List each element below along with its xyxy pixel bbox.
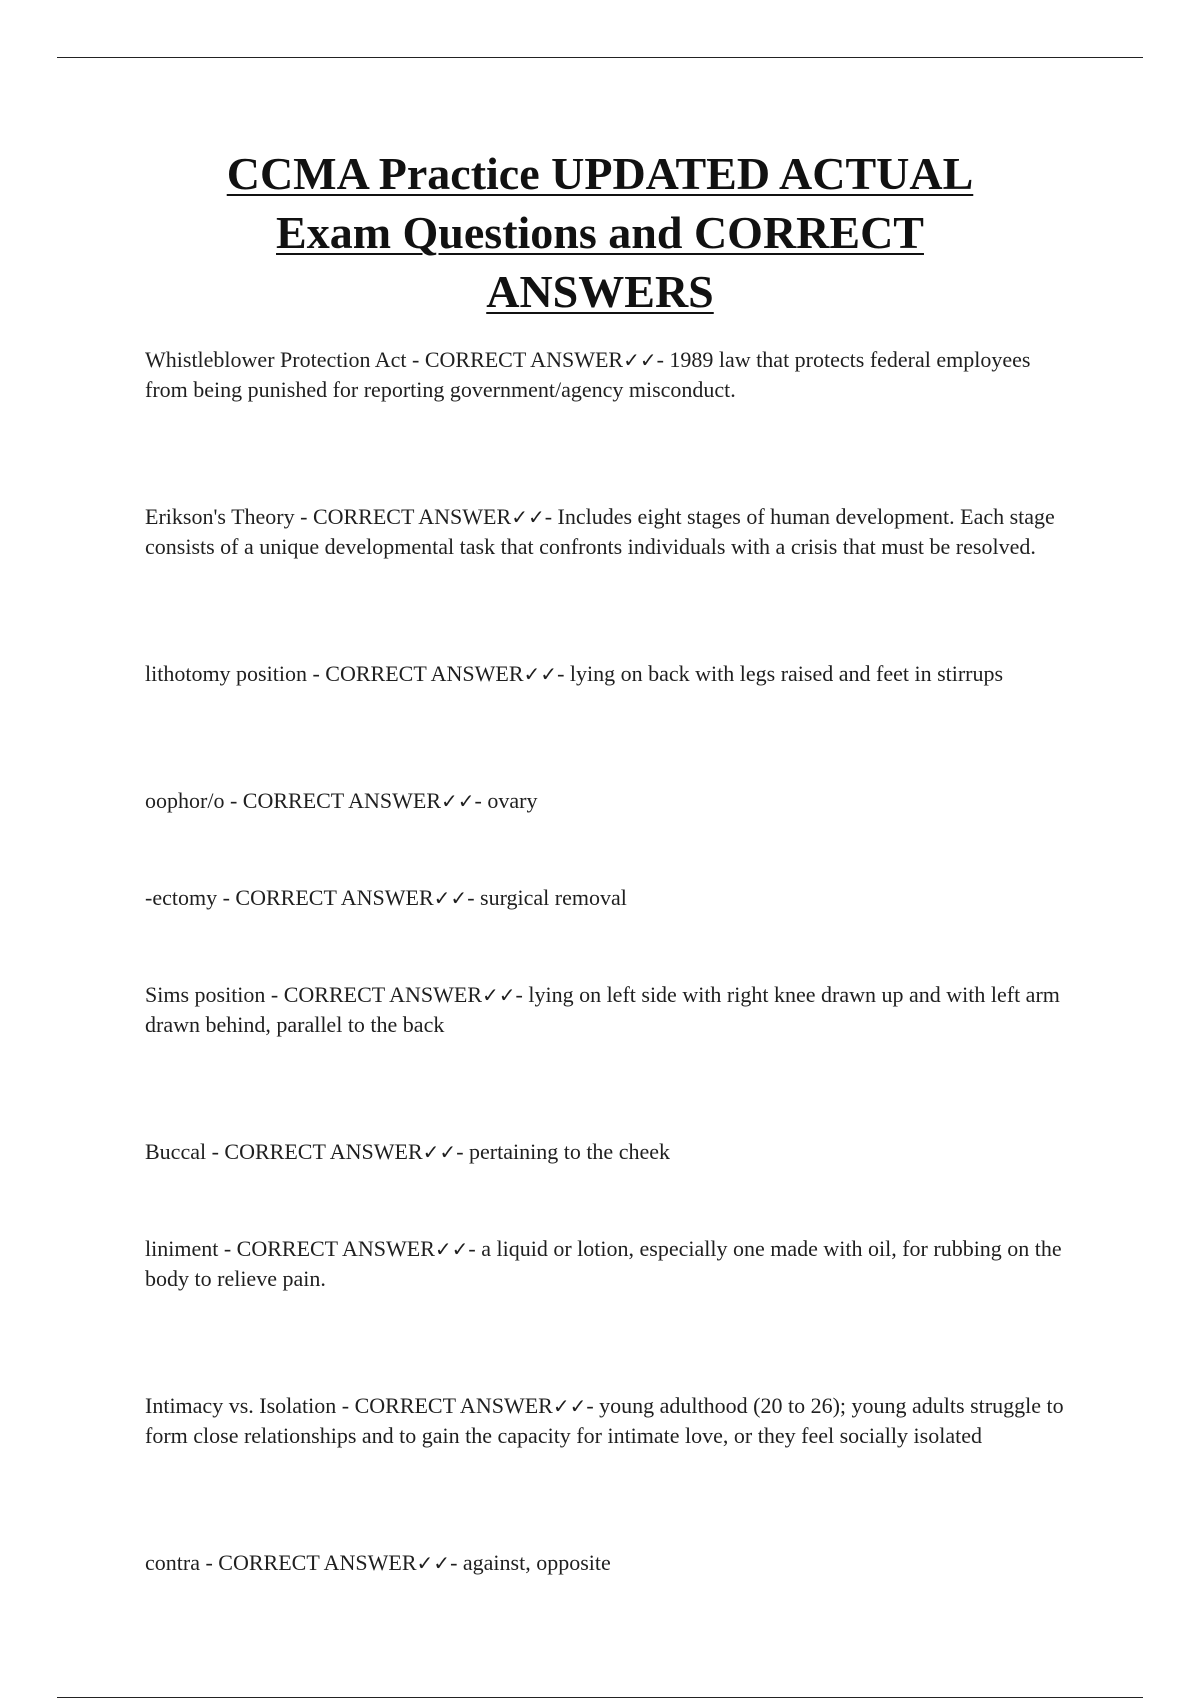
qa-entry: Erikson's Theory - CORRECT ANSWER✓✓- Includes eight stages of human development. Each stage consists of a unique developmental task that confronts individuals with a crisis that must be resolved. bbox=[145, 504, 1055, 559]
entry-definition: a liquid or lotion, especially one made with oil, for rubbing on the body to relieve pain. bbox=[145, 1236, 1062, 1291]
qa-entry: oophor/o - CORRECT ANSWER✓✓- ovary bbox=[145, 788, 538, 813]
check-marks-icon: ✓✓ bbox=[523, 662, 558, 686]
footer-rule bbox=[57, 1697, 1143, 1698]
qa-entry: liniment - CORRECT ANSWER✓✓- a liquid or lotion, especially one made with oil, for rubbing on the body to relieve pain. bbox=[145, 1236, 1062, 1291]
answer-marker: CORRECT ANSWER bbox=[242, 788, 442, 813]
qa-entry: Intimacy vs. Isolation - CORRECT ANSWER✓✓- young adulthood (20 to 26); young adults struggle to form close relationships and to gain the capacity for intimate love, or they feel socially isolated bbox=[145, 1393, 1064, 1448]
entry-term: liniment bbox=[145, 1236, 219, 1261]
entry-definition: ovary bbox=[487, 788, 538, 813]
check-marks-icon: ✓✓ bbox=[434, 1237, 469, 1261]
qa-entry: Sims position - CORRECT ANSWER✓✓- lying on left side with right knee drawn up and with left arm drawn behind, parallel to the back bbox=[145, 982, 1060, 1037]
qa-entry: lithotomy position - CORRECT ANSWER✓✓- lying on back with legs raised and feet in stirrups bbox=[145, 661, 1004, 686]
check-marks-icon: ✓✓ bbox=[482, 983, 516, 1007]
answer-marker: CORRECT ANSWER bbox=[424, 347, 624, 372]
answer-marker: CORRECT ANSWER bbox=[283, 982, 482, 1007]
check-marks-icon: ✓✓ bbox=[511, 505, 545, 529]
check-marks-icon: ✓✓ bbox=[433, 886, 468, 910]
answer-marker: CORRECT ANSWER bbox=[312, 504, 512, 529]
answer-marker: CORRECT ANSWER bbox=[235, 885, 434, 910]
answer-marker: CORRECT ANSWER bbox=[236, 1236, 435, 1261]
entry-term: Erikson's Theory bbox=[145, 504, 295, 529]
entry-definition: surgical removal bbox=[480, 885, 627, 910]
entry-term: lithotomy position bbox=[145, 661, 307, 686]
entry-term: Whistleblower Protection Act bbox=[145, 347, 407, 372]
entry-definition: lying on left side with right knee drawn up and with left arm drawn behind, parallel to the back bbox=[145, 982, 1060, 1037]
entry-definition: lying on back with legs raised and feet in stirrups bbox=[569, 661, 1004, 686]
entry-term: contra bbox=[145, 1550, 200, 1575]
title-line-1: CCMA Practice UPDATED ACTUAL bbox=[226, 148, 974, 199]
check-marks-icon: ✓✓ bbox=[623, 348, 657, 372]
qa-list bbox=[145, 345, 1075, 1578]
entry-definition: pertaining to the cheek bbox=[469, 1139, 670, 1164]
answer-marker: CORRECT ANSWER bbox=[354, 1393, 553, 1418]
entry-definition: 1989 law that protects federal employees from being punished for reporting government/agency misconduct. bbox=[145, 347, 1031, 402]
entry-term: oophor/o bbox=[145, 788, 225, 813]
answer-marker: CORRECT ANSWER bbox=[218, 1550, 417, 1575]
check-marks-icon: ✓✓ bbox=[422, 1140, 457, 1164]
entry-term: Sims position bbox=[145, 982, 266, 1007]
qa-entry: Buccal - CORRECT ANSWER✓✓- pertaining to the cheek bbox=[145, 1139, 670, 1164]
qa-entry: -ectomy - CORRECT ANSWER✓✓- surgical removal bbox=[145, 885, 627, 910]
page-title bbox=[140, 144, 1060, 321]
entry-term: Buccal bbox=[145, 1139, 207, 1164]
title-line-3: ANSWERS bbox=[486, 266, 714, 317]
answer-marker: CORRECT ANSWER bbox=[325, 661, 524, 686]
entry-term: Intimacy vs. Isolation bbox=[145, 1393, 337, 1418]
header-rule bbox=[57, 57, 1143, 58]
qa-entry: Whistleblower Protection Act - CORRECT ANSWER✓✓- 1989 law that protects federal employees from being punished for reporting government/agency misconduct. bbox=[145, 347, 1031, 402]
entry-definition: against, opposite bbox=[462, 1550, 611, 1575]
check-marks-icon: ✓✓ bbox=[441, 789, 475, 813]
qa-entry: contra - CORRECT ANSWER✓✓- against, opposite bbox=[145, 1550, 611, 1575]
entry-definition: young adulthood (20 to 26); young adults struggle to form close relationships and to gain the capacity for intimate love, or they feel socially isolated bbox=[145, 1393, 1064, 1448]
entry-term: -ectomy bbox=[145, 885, 218, 910]
entry-definition: Includes eight stages of human development. Each stage consists of a unique developmental task that confronts individuals with a crisis that must be resolved. bbox=[145, 504, 1055, 559]
check-marks-icon: ✓✓ bbox=[552, 1394, 587, 1418]
title-line-2: Exam Questions and CORRECT bbox=[276, 207, 924, 258]
answer-marker: CORRECT ANSWER bbox=[224, 1139, 423, 1164]
check-marks-icon: ✓✓ bbox=[416, 1551, 451, 1575]
